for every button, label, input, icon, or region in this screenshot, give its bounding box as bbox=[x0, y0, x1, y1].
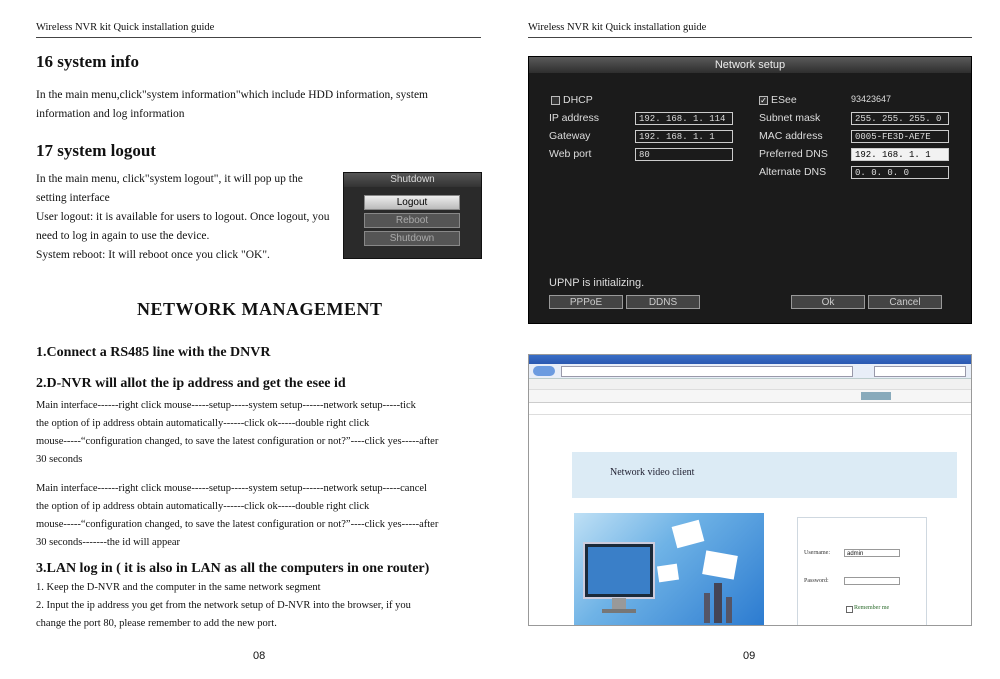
list-item: 2. Input the ip address you get from the network setup of D-NVR into the browser, if you bbox=[36, 600, 411, 611]
pppoe-button[interactable]: PPPoE bbox=[549, 295, 623, 309]
monitor-illustration bbox=[574, 513, 764, 625]
hero-image bbox=[574, 513, 764, 625]
step2-paragraph-2: Main interface------right click mouse-----setup-----system setup------network setup-----cancel the option of ip address obtain automatically------click ok-----double right click mouse-----“configuration changed, to save the latest configuration or not?”----click yes-----after 30 seconds-------the id will appear bbox=[36, 483, 439, 548]
shutdown-dialog bbox=[343, 172, 482, 259]
preferred-dns-label: Preferred DNS bbox=[759, 148, 828, 160]
password-label: Password: bbox=[804, 578, 829, 584]
alternate-dns-field[interactable]: 0. 0. 0. 0 bbox=[851, 166, 949, 179]
remember-me-checkbox[interactable] bbox=[846, 606, 853, 613]
shutdown-button[interactable]: Shutdown bbox=[364, 231, 460, 246]
list-item: change the port 80, please remember to add the new port. bbox=[36, 618, 277, 629]
network-management-heading: NETWORK MANAGEMENT bbox=[137, 299, 383, 319]
shutdown-dialog-title: Shutdown bbox=[344, 173, 481, 187]
dhcp-label: DHCP bbox=[563, 94, 593, 106]
upnp-status: UPNP is initializing. bbox=[549, 277, 645, 289]
mac-address-label: MAC address bbox=[759, 130, 823, 142]
login-box bbox=[797, 517, 927, 626]
esee-id: 93423647 bbox=[851, 94, 892, 104]
search-input[interactable] bbox=[874, 366, 966, 377]
ddns-button[interactable]: DDNS bbox=[626, 295, 700, 309]
reboot-button[interactable]: Reboot bbox=[364, 213, 460, 228]
section-heading-system-info: 16 system info bbox=[36, 52, 139, 71]
back-forward-icon[interactable] bbox=[533, 366, 555, 376]
toolbar-icons[interactable] bbox=[861, 392, 891, 400]
remember-me-label: Remember me bbox=[854, 605, 890, 611]
page-number: 08 bbox=[253, 650, 266, 662]
section-heading-system-logout: 17 system logout bbox=[36, 141, 156, 160]
running-header: Wireless NVR kit Quick installation guide bbox=[36, 22, 215, 33]
header-rule bbox=[528, 37, 972, 38]
web-port-label: Web port bbox=[549, 148, 592, 160]
username-input[interactable]: admin bbox=[844, 549, 900, 557]
browser-address-bar[interactable] bbox=[529, 364, 971, 379]
step2-heading: 2.D-NVR will allot the ip address and get the esee id bbox=[36, 376, 346, 391]
browser-tab[interactable] bbox=[529, 403, 971, 415]
gateway-field[interactable]: 192. 168. 1. 1 bbox=[635, 130, 733, 143]
list-item: 1. Keep the D-NVR and the computer in the same network segment bbox=[36, 582, 321, 593]
client-banner bbox=[572, 452, 957, 498]
mac-address-field[interactable]: 0005-FE3D-AE7E bbox=[851, 130, 949, 143]
subnet-mask-label: Subnet mask bbox=[759, 112, 821, 124]
url-input[interactable] bbox=[561, 366, 853, 377]
browser-favorites-bar bbox=[529, 390, 971, 403]
esee-checkbox[interactable]: ✓ bbox=[760, 96, 767, 105]
step3-heading: 3.LAN log in ( it is also in LAN as all the computers in one router) bbox=[36, 561, 430, 576]
subnet-mask-field[interactable]: 255. 255. 255. 0 bbox=[851, 112, 949, 125]
ip-address-label: IP address bbox=[549, 112, 600, 124]
logout-button[interactable]: Logout bbox=[364, 195, 460, 210]
header-rule bbox=[36, 37, 481, 38]
browser-title-bar bbox=[529, 355, 971, 364]
step1-heading: 1.Connect a RS485 line with the DNVR bbox=[36, 345, 271, 360]
network-setup-dialog bbox=[528, 56, 972, 324]
running-header: Wireless NVR kit Quick installation guide bbox=[528, 22, 707, 33]
step3-list bbox=[36, 579, 411, 633]
preferred-dns-field[interactable]: 192. 168. 1. 1 bbox=[851, 148, 949, 161]
system-info-paragraph: In the main menu,click"system information"which include HDD information, system information and log information bbox=[36, 89, 429, 120]
browser-screenshot bbox=[528, 354, 972, 626]
step2-paragraph-1: Main interface------right click mouse-----setup-----system setup------network setup-----tick the option of ip address obtain automatically------click ok-----double right click mouse-----“configuration changed, to save the latest configuration or not?”----click yes-----after 30 seconds bbox=[36, 400, 439, 465]
alternate-dns-label: Alternate DNS bbox=[759, 166, 827, 178]
password-input[interactable] bbox=[844, 577, 900, 585]
dhcp-checkbox[interactable] bbox=[551, 96, 560, 105]
network-setup-title: Network setup bbox=[529, 57, 971, 73]
page-number: 09 bbox=[743, 650, 756, 662]
cancel-button[interactable]: Cancel bbox=[868, 295, 942, 309]
esee-label: ESee bbox=[771, 94, 797, 106]
gateway-label: Gateway bbox=[549, 130, 591, 142]
browser-menu-bar bbox=[529, 379, 971, 390]
client-banner-title: Network video client bbox=[610, 467, 695, 478]
ip-address-field[interactable]: 192. 168. 1. 114 bbox=[635, 112, 733, 125]
web-port-field[interactable]: 80 bbox=[635, 148, 733, 161]
system-logout-paragraph: In the main menu, click"system logout", it will pop up the setting interface User logout: it is available for users to logout. Once logout, you need to log in again to use the device. System reboot: It will reboot once you click "OK". bbox=[36, 173, 330, 261]
ok-button[interactable]: Ok bbox=[791, 295, 865, 309]
username-label: Username: bbox=[804, 550, 830, 556]
